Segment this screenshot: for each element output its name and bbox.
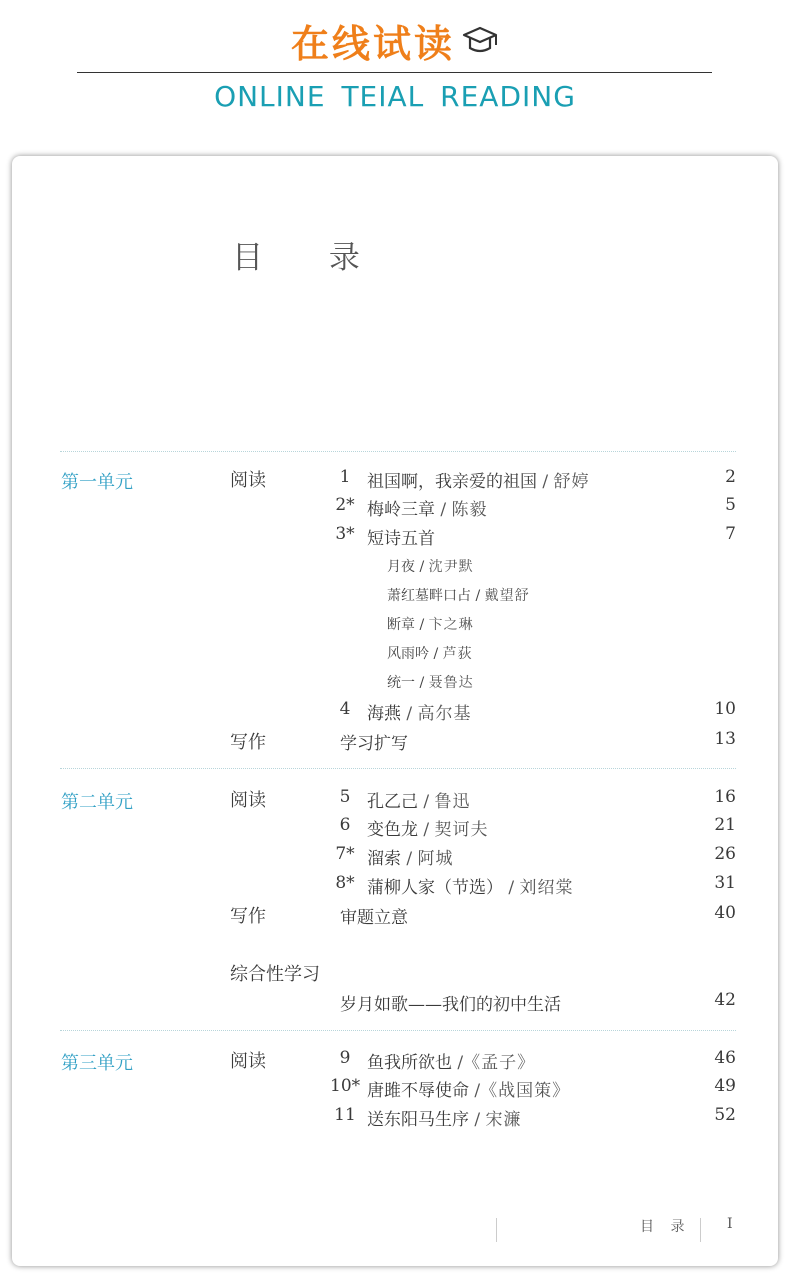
- toc-entry[interactable]: [330, 990, 736, 1014]
- entry-number: 2*: [335, 495, 355, 515]
- entry-author: 契诃夫: [434, 820, 489, 840]
- poem-entry[interactable]: [387, 556, 474, 576]
- entry-title: 孔乙己: [367, 792, 418, 812]
- toc-entry[interactable]: [330, 1105, 736, 1129]
- entry-title: 短诗五首: [367, 529, 435, 549]
- entry-title: 岁月如歌——我们的初中生活: [340, 995, 561, 1015]
- footer-divider: [496, 1218, 497, 1242]
- toc-entry[interactable]: [330, 524, 736, 548]
- entry-author: 刘绍棠: [519, 878, 574, 898]
- entry-number: 11: [334, 1105, 356, 1125]
- slash: /: [457, 1053, 464, 1073]
- slash: /: [423, 820, 430, 840]
- slash: /: [406, 704, 413, 724]
- entry-number: 8*: [335, 873, 355, 893]
- section-label: 写作: [230, 732, 266, 753]
- toc-entry[interactable]: [330, 815, 736, 839]
- header-subtitle: ONLINE TEIAL READING: [214, 80, 576, 113]
- poem-entry[interactable]: [387, 643, 473, 663]
- poem-entry[interactable]: [387, 585, 530, 605]
- slash: /: [419, 617, 425, 633]
- toc-entry[interactable]: [330, 787, 736, 811]
- entry-page: 16: [714, 787, 736, 807]
- header-title: 在线试读: [290, 21, 455, 66]
- entry-author: 舒婷: [553, 472, 590, 492]
- entry-page: 5: [725, 495, 736, 515]
- entry-page: 21: [714, 815, 736, 835]
- poem-author: 沈尹默: [428, 559, 474, 575]
- entry-title: 海燕: [367, 704, 401, 724]
- poem-author: 芦荻: [442, 646, 473, 662]
- entry-title: 梅岭三章: [367, 500, 435, 520]
- entry-author: 鲁迅: [434, 792, 471, 812]
- unit-divider: [60, 451, 736, 452]
- section-label: 阅读: [230, 790, 266, 811]
- poem-title: 风雨吟: [387, 646, 429, 662]
- toc-entry[interactable]: [330, 1048, 736, 1072]
- entry-page: 46: [714, 1048, 736, 1068]
- entry-title: 学习扩写: [340, 734, 408, 754]
- section-label: 阅读: [230, 1051, 266, 1072]
- entry-page: 31: [714, 873, 736, 893]
- entry-title: 送东阳马生序: [367, 1110, 469, 1130]
- entry-number: 4: [339, 699, 351, 719]
- entry-author: 阿城: [417, 849, 454, 869]
- footer-divider: [700, 1218, 701, 1242]
- poem-author: 卞之琳: [428, 617, 474, 633]
- entry-author: 陈毅: [451, 500, 488, 520]
- entry-number: 6: [339, 815, 351, 835]
- footer-label: 目 录: [640, 1219, 691, 1235]
- toc-title: 目 录: [232, 240, 388, 276]
- entry-title: 鱼我所欲也: [367, 1053, 452, 1073]
- entry-page: 10: [714, 699, 736, 719]
- footer-page-number: I: [727, 1216, 733, 1232]
- slash: /: [406, 849, 413, 869]
- entry-number: 3*: [335, 524, 355, 544]
- poem-author: 戴望舒: [484, 588, 530, 604]
- section-label: 写作: [230, 906, 266, 927]
- entry-page: 13: [714, 729, 736, 749]
- slash: /: [475, 588, 481, 604]
- poem-title: 断章: [387, 617, 415, 633]
- entry-page: 52: [714, 1105, 736, 1125]
- graduation-cap-icon: [461, 23, 499, 57]
- toc-entry[interactable]: [330, 844, 736, 868]
- slash: /: [508, 878, 515, 898]
- entry-number: 7*: [335, 844, 355, 864]
- entry-page: 26: [714, 844, 736, 864]
- section-label: 阅读: [230, 470, 266, 491]
- entry-page: 7: [725, 524, 736, 544]
- entry-author: 《孟子》: [463, 1053, 536, 1073]
- entry-title: 唐雎不辱使命: [367, 1081, 469, 1101]
- entry-title: 审题立意: [340, 908, 408, 928]
- slash: /: [474, 1081, 481, 1101]
- slash: /: [474, 1110, 481, 1130]
- section-label: 综合性学习: [230, 964, 320, 985]
- slash: /: [419, 675, 425, 691]
- toc-entry[interactable]: [330, 467, 736, 491]
- entry-title: 溜索: [367, 849, 401, 869]
- slash: /: [433, 646, 439, 662]
- poem-title: 萧红墓畔口占: [387, 588, 471, 604]
- unit-label: 第三单元: [61, 1053, 133, 1074]
- poem-title: 统一: [387, 675, 415, 691]
- entry-page: 42: [714, 990, 736, 1010]
- slash: /: [419, 559, 425, 575]
- entry-number: 10*: [330, 1076, 361, 1096]
- header-title-row: [0, 14, 790, 66]
- entry-number: 5: [339, 787, 351, 807]
- entry-title: 祖国啊，我亲爱的祖国: [367, 472, 537, 492]
- toc-entry[interactable]: [330, 903, 736, 927]
- entry-page: 49: [714, 1076, 736, 1096]
- slash: /: [423, 792, 430, 812]
- toc-entry[interactable]: [330, 1076, 736, 1100]
- entry-title: 变色龙: [367, 820, 418, 840]
- header-divider: [77, 72, 712, 73]
- unit-label: 第二单元: [61, 792, 133, 813]
- toc-entry[interactable]: [330, 873, 736, 897]
- toc-entry[interactable]: [330, 729, 736, 753]
- slash: /: [440, 500, 447, 520]
- poem-entry[interactable]: [387, 614, 474, 634]
- poem-title: 月夜: [387, 559, 415, 575]
- entry-page: 40: [714, 903, 736, 923]
- toc-entry[interactable]: [330, 495, 736, 519]
- poem-entry[interactable]: [387, 672, 474, 692]
- poem-author: 聂鲁达: [428, 675, 474, 691]
- entry-author: 《战国策》: [480, 1081, 571, 1101]
- unit-label: 第一单元: [61, 472, 133, 493]
- unit-divider: [60, 768, 736, 769]
- entry-author: 宋濂: [485, 1110, 522, 1130]
- entry-page: 2: [725, 467, 736, 487]
- entry-title: 蒲柳人家（节选）: [367, 878, 503, 898]
- toc-entry[interactable]: [330, 699, 736, 723]
- unit-divider: [60, 1030, 736, 1031]
- entry-number: 9: [339, 1048, 351, 1068]
- entry-number: 1: [339, 467, 351, 487]
- entry-author: 高尔基: [417, 704, 472, 724]
- slash: /: [542, 472, 549, 492]
